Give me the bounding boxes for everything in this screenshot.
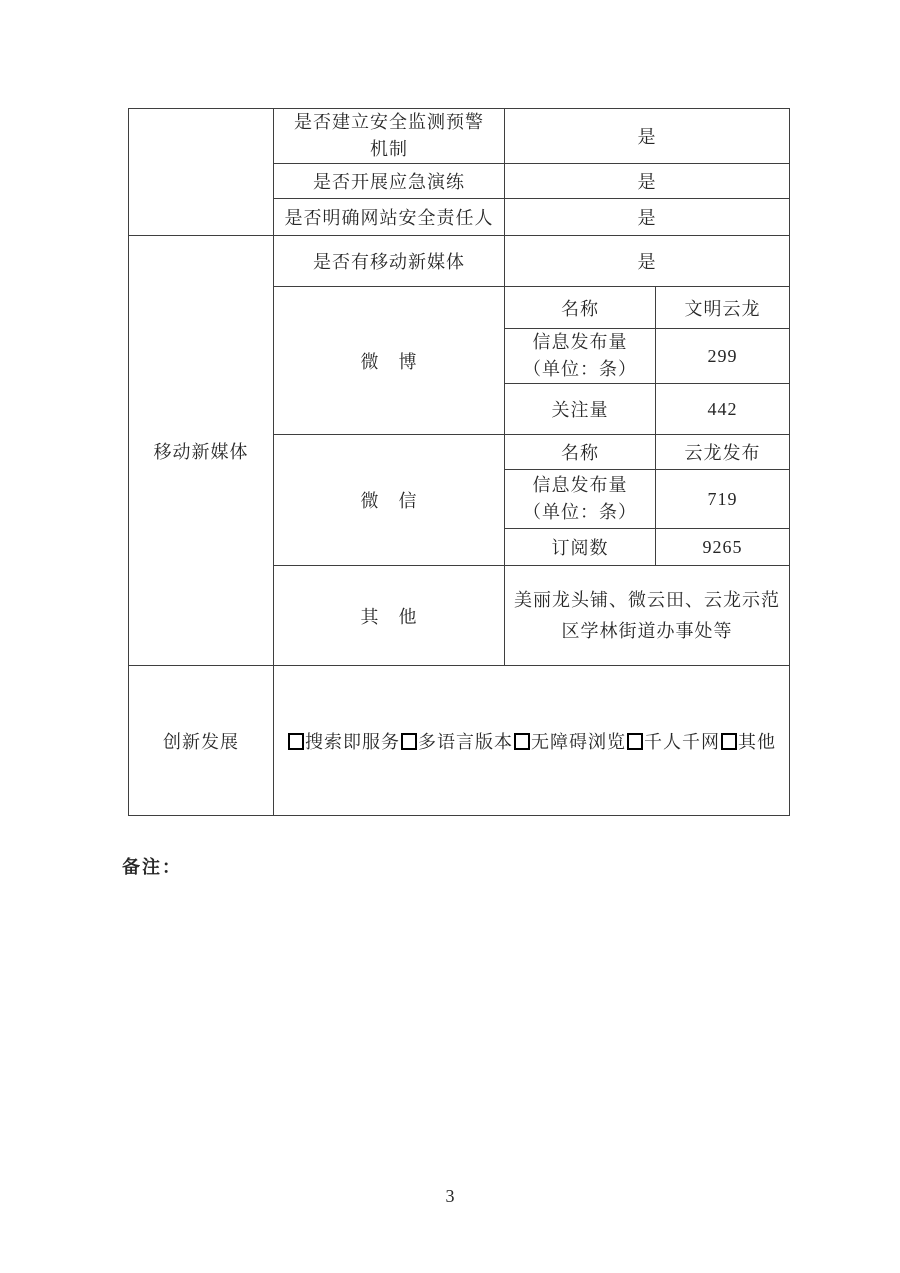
remarks-label: 备注： bbox=[122, 857, 182, 877]
security-answer-cell: 是 bbox=[505, 199, 790, 236]
innovation-option-label: 千人千网 bbox=[644, 731, 720, 752]
value-line: 美丽龙头铺、微云田、云龙示范 bbox=[514, 589, 780, 610]
security-question-cell bbox=[274, 109, 505, 164]
security-answer-cell: 是 bbox=[505, 164, 790, 199]
report-table bbox=[128, 108, 790, 816]
value-line: 区学林街道办事处等 bbox=[561, 620, 733, 641]
table-row bbox=[129, 666, 790, 816]
has-media-answer-cell: 是 bbox=[505, 236, 790, 287]
weibo-value-cell: 299 bbox=[656, 329, 790, 384]
security-answer-cell: 是 bbox=[505, 109, 790, 164]
other-media-value-cell bbox=[505, 566, 790, 666]
wechat-value-cell: 719 bbox=[656, 470, 790, 529]
wechat-value-cell: 云龙发布 bbox=[656, 435, 790, 470]
field-line: （单位：条） bbox=[523, 359, 637, 379]
wechat-field-cell: 名称 bbox=[505, 435, 656, 470]
question-line: 机制 bbox=[370, 139, 408, 159]
table-row bbox=[129, 109, 790, 164]
checkbox-icon[interactable] bbox=[401, 733, 417, 750]
checkbox-icon[interactable] bbox=[288, 733, 304, 750]
weibo-value-cell: 442 bbox=[656, 384, 790, 435]
checkbox-icon[interactable] bbox=[627, 733, 643, 750]
field-line: 信息发布量 bbox=[532, 332, 628, 352]
wechat-field-cell bbox=[505, 470, 656, 529]
table-row bbox=[129, 236, 790, 287]
page-number: 3 bbox=[445, 1186, 455, 1206]
has-media-question-cell: 是否有移动新媒体 bbox=[274, 236, 505, 287]
weibo-field-cell: 名称 bbox=[505, 287, 656, 329]
weibo-field-cell: 关注量 bbox=[505, 384, 656, 435]
innovation-option-label: 多语言版本 bbox=[418, 731, 513, 752]
weibo-value-cell: 文明云龙 bbox=[656, 287, 790, 329]
innovation-option-label: 其他 bbox=[738, 731, 776, 752]
innovation-option-label: 无障碍浏览 bbox=[531, 731, 626, 752]
innovation-options-cell bbox=[274, 666, 790, 816]
checkbox-icon[interactable] bbox=[514, 733, 530, 750]
question-line: 是否建立安全监测预警 bbox=[294, 112, 484, 132]
field-line: （单位：条） bbox=[523, 502, 637, 522]
weibo-field-cell bbox=[505, 329, 656, 384]
checkbox-icon[interactable] bbox=[721, 733, 737, 750]
weibo-label-cell: 微 博 bbox=[274, 287, 505, 435]
empty-section-cell bbox=[129, 109, 274, 236]
other-media-label-cell: 其 他 bbox=[274, 566, 505, 666]
wechat-value-cell: 9265 bbox=[656, 529, 790, 566]
wechat-label-cell: 微 信 bbox=[274, 435, 505, 566]
innovation-option-label: 搜索即服务 bbox=[305, 731, 400, 752]
security-question-cell: 是否开展应急演练 bbox=[274, 164, 505, 199]
security-question-cell: 是否明确网站安全责任人 bbox=[274, 199, 505, 236]
field-line: 信息发布量 bbox=[532, 475, 628, 495]
wechat-field-cell: 订阅数 bbox=[505, 529, 656, 566]
mobile-media-section-cell: 移动新媒体 bbox=[129, 236, 274, 666]
innovation-section-cell: 创新发展 bbox=[129, 666, 274, 816]
